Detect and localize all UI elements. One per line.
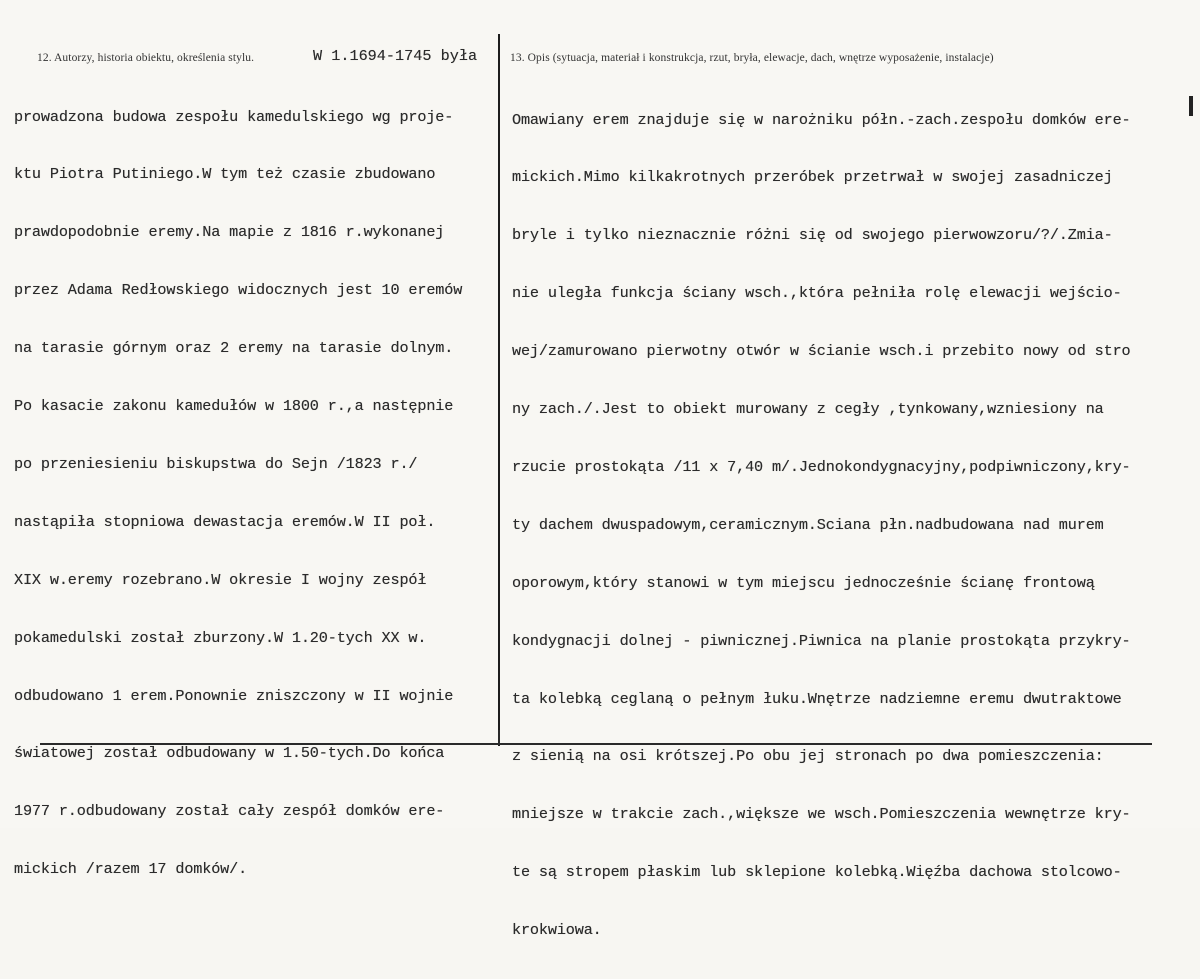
field-13-line: mniejsze w trakcie zach.,większe we wsch.Pomieszczenia wewnętrze kry- bbox=[512, 805, 1131, 824]
field-13-line: bryle i tylko nieznacznie różni się od swojego pierwowzoru/?/.Zmia- bbox=[512, 226, 1113, 245]
field-12-line: na tarasie górnym oraz 2 eremy na tarasie dolnym. bbox=[14, 339, 454, 358]
field-13-line: rzucie prostokąta /11 x 7,40 m/.Jednokondygnacyjny,podpiwniczony,kry- bbox=[512, 457, 1131, 476]
field-13-line: ta kolebką ceglaną o pełnym łuku.Wnętrze nadziemne eremu dwutraktowe bbox=[512, 689, 1122, 708]
field-12-first-line: W 1.1694-1745 była bbox=[313, 47, 478, 65]
field-13-line: krokwiowa. bbox=[512, 921, 602, 940]
field-12-line: prawdopodobnie eremy.Na mapie z 1816 r.wykonanej bbox=[14, 223, 445, 242]
field-12-line: przez Adama Redłowskiego widocznych jest 10 eremów bbox=[14, 281, 463, 300]
field-12-line: Po kasacie zakonu kamedułów w 1800 r.,a następnie bbox=[14, 397, 454, 416]
field-12-line: światowej został odbudowany w 1.50-tych.Do końca bbox=[14, 744, 445, 763]
field-12-line: pokamedulski został zburzony.W 1.20-tych XX w. bbox=[14, 628, 427, 647]
field-13-line: Omawiany erem znajduje się w narożniku półn.-zach.zespołu domków ere- bbox=[512, 110, 1131, 129]
field-12-text bbox=[14, 69, 462, 918]
field-12-line: odbudowano 1 erem.Ponownie zniszczony w II wojnie bbox=[14, 686, 454, 705]
field-12-line: mickich /razem 17 domków/. bbox=[14, 860, 248, 879]
field-13-line: wej/zamurowano pierwotny otwór w ścianie wsch.i przebito nowy od stro bbox=[512, 342, 1131, 361]
field-13-line: ny zach./.Jest to obiekt murowany z cegły ,tynkowany,wzniesiony na bbox=[512, 400, 1104, 419]
column-divider bbox=[498, 34, 500, 746]
field-13-line: kondygnacji dolnej - piwnicznej.Piwnica na planie prostokąta przykry- bbox=[512, 631, 1131, 650]
field-13-line: z sienią na osi krótszej.Po obu jej stronach po dwa pomieszczenia: bbox=[512, 747, 1104, 766]
field-12-line: po przeniesieniu biskupstwa do Sejn /1823 r./ bbox=[14, 454, 418, 473]
field-13-line: ty dachem dwuspadowym,ceramicznym.Sciana płn.nadbudowana nad murem bbox=[512, 515, 1104, 534]
field-12-line: nastąpiła stopniowa dewastacja eremów.W II poł. bbox=[14, 512, 436, 531]
divider-tick bbox=[498, 730, 500, 744]
field-12-label: 12. Autorzy, historia obiektu, określenia stylu. bbox=[37, 52, 255, 64]
field-13-line: te są stropem płaskim lub sklepione kolebką.Więźba dachowa stolcowo- bbox=[512, 863, 1122, 882]
field-13-line: oporowym,który stanowi w tym miejscu jednocześnie ścianę frontową bbox=[512, 573, 1095, 592]
field-12-line: prowadzona budowa zespołu kamedulskiego wg proje- bbox=[14, 107, 454, 126]
edge-mark bbox=[1189, 96, 1193, 116]
field-12-line: XIX w.eremy rozebrano.W okresie I wojny zespół bbox=[14, 570, 427, 589]
field-13-line: nie uległa funkcja ściany wsch.,która pełniła rolę elewacji wejścio- bbox=[512, 284, 1122, 303]
field-13-line: mickich.Mimo kilkakrotnych przeróbek przetrwał w swojej zasadniczej bbox=[512, 168, 1113, 187]
field-13-label: 13. Opis (sytuacja, materiał i konstrukcja, rzut, bryła, elewacje, dach, wnętrze wyposażenie, instalacje) bbox=[510, 52, 994, 64]
field-12-line: ktu Piotra Putiniego.W tym też czasie zbudowano bbox=[14, 165, 436, 184]
field-12-line: 1977 r.odbudowany został cały zespół domków ere- bbox=[14, 802, 445, 821]
field-13-text bbox=[512, 72, 1131, 979]
